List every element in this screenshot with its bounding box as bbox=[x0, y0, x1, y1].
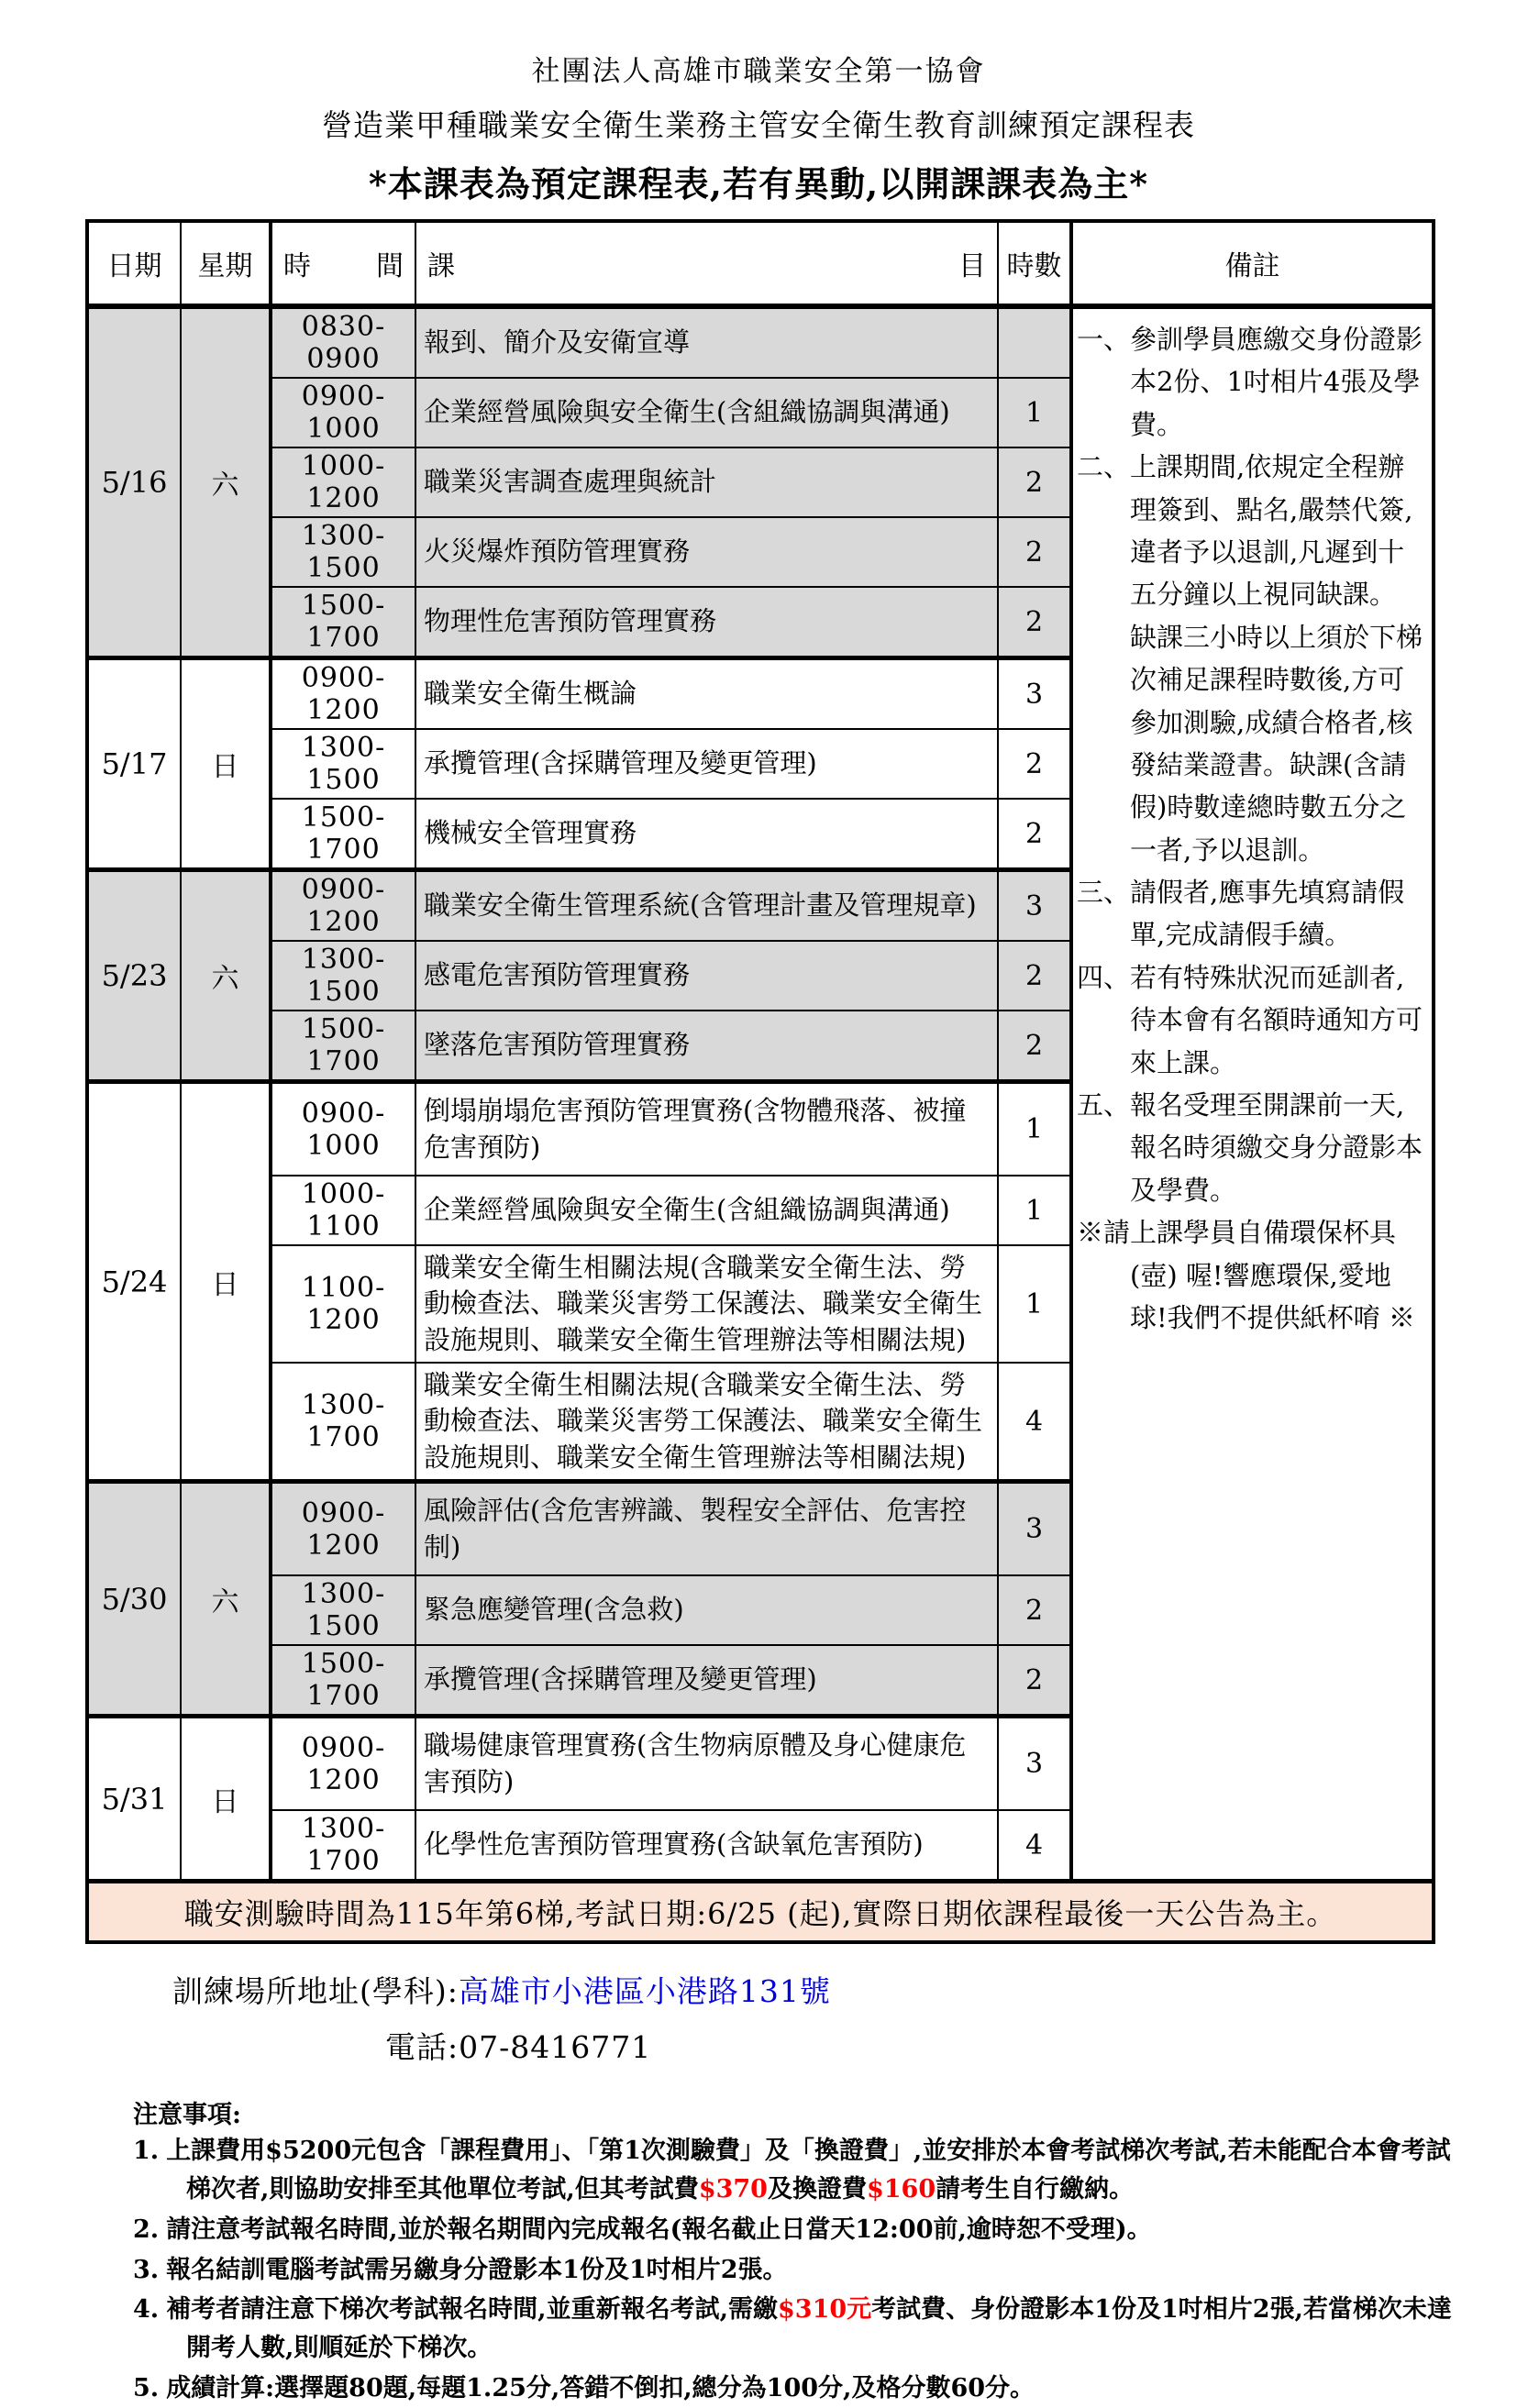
address-label: 訓練場所地址(學科): bbox=[172, 1973, 459, 2009]
hours-cell: 2 bbox=[998, 1575, 1071, 1645]
weekday-cell: 日 bbox=[181, 1717, 271, 1882]
date-cell: 5/16 bbox=[87, 306, 181, 658]
subject-cell: 職業安全衛生相關法規(含職業安全衛生法、勞動檢查法、職業災害勞工保護法、職業安全衛生設施規則、職業安全衛生管理辦法等相關法規) bbox=[415, 1245, 998, 1363]
remark-item bbox=[1077, 1211, 1428, 1339]
note-text: 報名結訓電腦考試需另繳身分證影本1份及1吋相片2張。 bbox=[166, 2255, 788, 2284]
time-cell: 0900-1200 bbox=[271, 658, 415, 730]
time-cell: 1000-1200 bbox=[271, 447, 415, 517]
remark-item bbox=[1077, 871, 1428, 956]
date-cell: 5/17 bbox=[87, 658, 181, 870]
remark-item bbox=[1077, 446, 1428, 871]
note-number: 4. bbox=[133, 2295, 160, 2325]
remark-text: 若有特殊狀況而延訓者,待本會有名額時通知方可來上課。 bbox=[1130, 961, 1423, 1078]
hours-cell: 2 bbox=[998, 517, 1071, 587]
time-cell: 1300-1700 bbox=[271, 1810, 415, 1882]
subject-cell: 機械安全管理實務 bbox=[415, 799, 998, 870]
subject-cell: 墜落危害預防管理實務 bbox=[415, 1011, 998, 1082]
organization-title: 社團法人高雄市職業安全第一協會 bbox=[531, 55, 986, 88]
hours-cell: 2 bbox=[998, 729, 1071, 799]
weekday-cell: 日 bbox=[181, 658, 271, 870]
remark-text: 上課期間,依規定全程辦理簽到、點名,嚴禁代簽,違者予以退訓,凡遲到十五分鐘以上視同缺課。 缺課三小時以上須於下梯次補足課程時數後,方可參加測驗,成績合格者,核發結業證書。缺課(含請假)時數達總時數五分之一者,予以退訓。 bbox=[1130, 451, 1423, 866]
time-cell: 0900-1200 bbox=[271, 870, 415, 942]
note-text: 及換證費 bbox=[767, 2174, 867, 2204]
time-cell: 0900-1200 bbox=[271, 1482, 415, 1576]
note-price: $370 bbox=[698, 2174, 768, 2204]
remark-text: 參訓學員應繳交身份證影本2份、1吋相片4張及學費。 bbox=[1130, 324, 1423, 440]
note-number: 2. bbox=[133, 2215, 160, 2244]
time-cell: 1500-1700 bbox=[271, 587, 415, 658]
schedule-notice-title: *本課表為預定課程表,若有異動,以開課課表為主* bbox=[368, 163, 1149, 204]
subject-cell: 承攬管理(含採購管理及變更管理) bbox=[415, 1645, 998, 1717]
remark-label: 二、 bbox=[1077, 451, 1131, 483]
hours-cell: 2 bbox=[998, 799, 1071, 870]
date-cell: 5/24 bbox=[87, 1082, 181, 1482]
remark-item bbox=[1077, 1084, 1428, 1211]
subject-cell: 緊急應變管理(含急救) bbox=[415, 1575, 998, 1645]
time-cell: 1300-1500 bbox=[271, 941, 415, 1011]
subject-cell: 職業災害調查處理與統計 bbox=[415, 447, 998, 517]
time-cell: 1000-1100 bbox=[271, 1176, 415, 1245]
remark-text: 報名受理至開課前一天,報名時須繳交身分證影本及學費。 bbox=[1130, 1089, 1423, 1206]
note-text: 補考者請注意下梯次考試報名時間,並重新報名考試,需繳 bbox=[166, 2295, 778, 2325]
hours-cell: 1 bbox=[998, 1176, 1071, 1245]
subject-cell: 企業經營風險與安全衛生(含組織協調與溝通) bbox=[415, 378, 998, 447]
subject-cell: 倒塌崩塌危害預防管理實務(含物體飛落、被撞危害預防) bbox=[415, 1082, 998, 1176]
exam-banner: 職安測驗時間為115年第6梯,考試日期:6/25 (起),實際日期依課程最後一天公告為主。 bbox=[87, 1882, 1434, 1943]
note-number: 5. bbox=[133, 2374, 160, 2403]
col-header-weekday: 星期 bbox=[181, 221, 271, 306]
col-header-date: 日期 bbox=[87, 221, 181, 306]
note-text: 考試費、身份證影本1份及1吋相片2張,若當梯次未達開考人數,則順延於下梯次。 bbox=[186, 2295, 1452, 2363]
time-cell: 0900-1000 bbox=[271, 1082, 415, 1176]
date-cell: 5/23 bbox=[87, 870, 181, 1082]
time-cell: 0900-1000 bbox=[271, 378, 415, 447]
weekday-cell: 日 bbox=[181, 1082, 271, 1482]
date-cell: 5/31 bbox=[87, 1717, 181, 1882]
hours-cell: 2 bbox=[998, 587, 1071, 658]
time-cell: 1500-1700 bbox=[271, 1011, 415, 1082]
remark-label: ※ bbox=[1077, 1217, 1104, 1249]
note-item bbox=[133, 2369, 1462, 2408]
remark-label: 五、 bbox=[1077, 1089, 1131, 1121]
hours-cell bbox=[998, 306, 1071, 378]
course-schedule-table bbox=[85, 219, 1435, 1944]
remarks-cell bbox=[1071, 306, 1434, 1882]
hours-cell: 4 bbox=[998, 1810, 1071, 1882]
subject-cell: 職業安全衛生相關法規(含職業安全衛生法、勞動檢查法、職業災害勞工保護法、職業安全衛生設施規則、職業安全衛生管理辦法等相關法規) bbox=[415, 1363, 998, 1482]
hours-cell: 3 bbox=[998, 658, 1071, 730]
hours-cell: 2 bbox=[998, 447, 1071, 517]
weekday-cell: 六 bbox=[181, 306, 271, 658]
subject-cell: 物理性危害預防管理實務 bbox=[415, 587, 998, 658]
table-header-row bbox=[87, 221, 1434, 306]
note-number: 1. bbox=[133, 2137, 160, 2165]
subject-cell: 火災爆炸預防管理實務 bbox=[415, 517, 998, 587]
remark-text: 請上課學員自備環保杯具(壺) 喔!響應環保,愛地球!我們不提供紙杯唷 ※ bbox=[1103, 1217, 1415, 1333]
note-text: 請注意考試報名時間,並於報名期間內完成報名(報名截止日當天12:00前,逾時恕不受理)。 bbox=[166, 2215, 1152, 2244]
hours-cell: 3 bbox=[998, 870, 1071, 942]
subject-cell: 化學性危害預防管理實務(含缺氧危害預防) bbox=[415, 1810, 998, 1882]
remark-text: 請假者,應事先填寫請假單,完成請假手續。 bbox=[1130, 877, 1405, 951]
hours-cell: 1 bbox=[998, 1082, 1071, 1176]
subject-cell: 職業安全衛生管理系統(含管理計畫及管理規章) bbox=[415, 870, 998, 942]
hours-cell: 1 bbox=[998, 378, 1071, 447]
time-cell: 1500-1700 bbox=[271, 1645, 415, 1717]
hours-cell: 4 bbox=[998, 1363, 1071, 1482]
col-header-time: 時間 bbox=[271, 221, 415, 306]
date-cell: 5/30 bbox=[87, 1482, 181, 1717]
remark-label: 一、 bbox=[1077, 324, 1131, 355]
col-header-subject: 課目 bbox=[415, 221, 998, 306]
note-text: 請考生自行繳納。 bbox=[936, 2174, 1135, 2204]
time-cell: 1300-1500 bbox=[271, 1575, 415, 1645]
remark-item bbox=[1077, 956, 1428, 1084]
time-cell: 1100-1200 bbox=[271, 1245, 415, 1363]
notes-section bbox=[133, 2094, 1462, 2408]
subject-cell: 職業安全衛生概論 bbox=[415, 658, 998, 730]
note-item bbox=[133, 2291, 1462, 2368]
subject-cell: 報到、簡介及安衛宣導 bbox=[415, 306, 998, 378]
col-header-remarks: 備註 bbox=[1071, 221, 1434, 306]
subject-cell: 企業經營風險與安全衛生(含組織協調與溝通) bbox=[415, 1176, 998, 1245]
subject-cell: 風險評估(含危害辨識、製程安全評估、危害控制) bbox=[415, 1482, 998, 1576]
hours-cell: 2 bbox=[998, 1011, 1071, 1082]
remark-label: 四、 bbox=[1077, 961, 1131, 993]
hours-cell: 1 bbox=[998, 1245, 1071, 1363]
note-item bbox=[133, 2211, 1462, 2249]
note-text: 上課費用$5200元包含「課程費用」、「第1次測驗費」及「換證費」,並安排於本會考試梯次考試,若未能配合本會考試梯次者,則協助安排至其他單位考試,但其考試費 bbox=[166, 2137, 1451, 2204]
subject-cell: 感電危害預防管理實務 bbox=[415, 941, 998, 1011]
weekday-cell: 六 bbox=[181, 1482, 271, 1717]
phone-line: 電話:07-8416771 bbox=[385, 2029, 652, 2065]
remark-item bbox=[1077, 318, 1428, 446]
subject-cell: 承攬管理(含採購管理及變更管理) bbox=[415, 729, 998, 799]
note-text: 成績計算:選擇題80題,每題1.25分,答錯不倒扣,總分為100分,及格分數60分。 bbox=[166, 2374, 1035, 2403]
time-cell: 1300-1500 bbox=[271, 517, 415, 587]
time-cell: 0900-1200 bbox=[271, 1717, 415, 1811]
note-price: $310元 bbox=[778, 2295, 872, 2325]
col-header-hours: 時數 bbox=[998, 221, 1071, 306]
time-cell: 1300-1500 bbox=[271, 729, 415, 799]
note-number: 3. bbox=[133, 2255, 160, 2284]
weekday-cell: 六 bbox=[181, 870, 271, 1082]
exam-banner-row bbox=[87, 1882, 1434, 1943]
time-cell: 1300-1700 bbox=[271, 1363, 415, 1482]
time-cell: 1500-1700 bbox=[271, 799, 415, 870]
hours-cell: 3 bbox=[998, 1717, 1071, 1811]
course-title: 營造業甲種職業安全衛生業務主管安全衛生教育訓練預定課程表 bbox=[322, 107, 1195, 143]
note-price: $160 bbox=[866, 2174, 936, 2204]
address-link[interactable]: 高雄市小港區小港路131號 bbox=[458, 1973, 831, 2009]
hours-cell: 2 bbox=[998, 1645, 1071, 1717]
schedule-row bbox=[87, 306, 1434, 378]
address-line bbox=[172, 1968, 1517, 2011]
hours-cell: 3 bbox=[998, 1482, 1071, 1576]
note-item bbox=[133, 2132, 1462, 2209]
time-cell: 0830-0900 bbox=[271, 306, 415, 378]
note-item bbox=[133, 2251, 1462, 2290]
notes-heading: 注意事項: bbox=[133, 2101, 241, 2129]
subject-cell: 職場健康管理實務(含生物病原體及身心健康危害預防) bbox=[415, 1717, 998, 1811]
hours-cell: 2 bbox=[998, 941, 1071, 1011]
remark-label: 三、 bbox=[1077, 877, 1131, 909]
